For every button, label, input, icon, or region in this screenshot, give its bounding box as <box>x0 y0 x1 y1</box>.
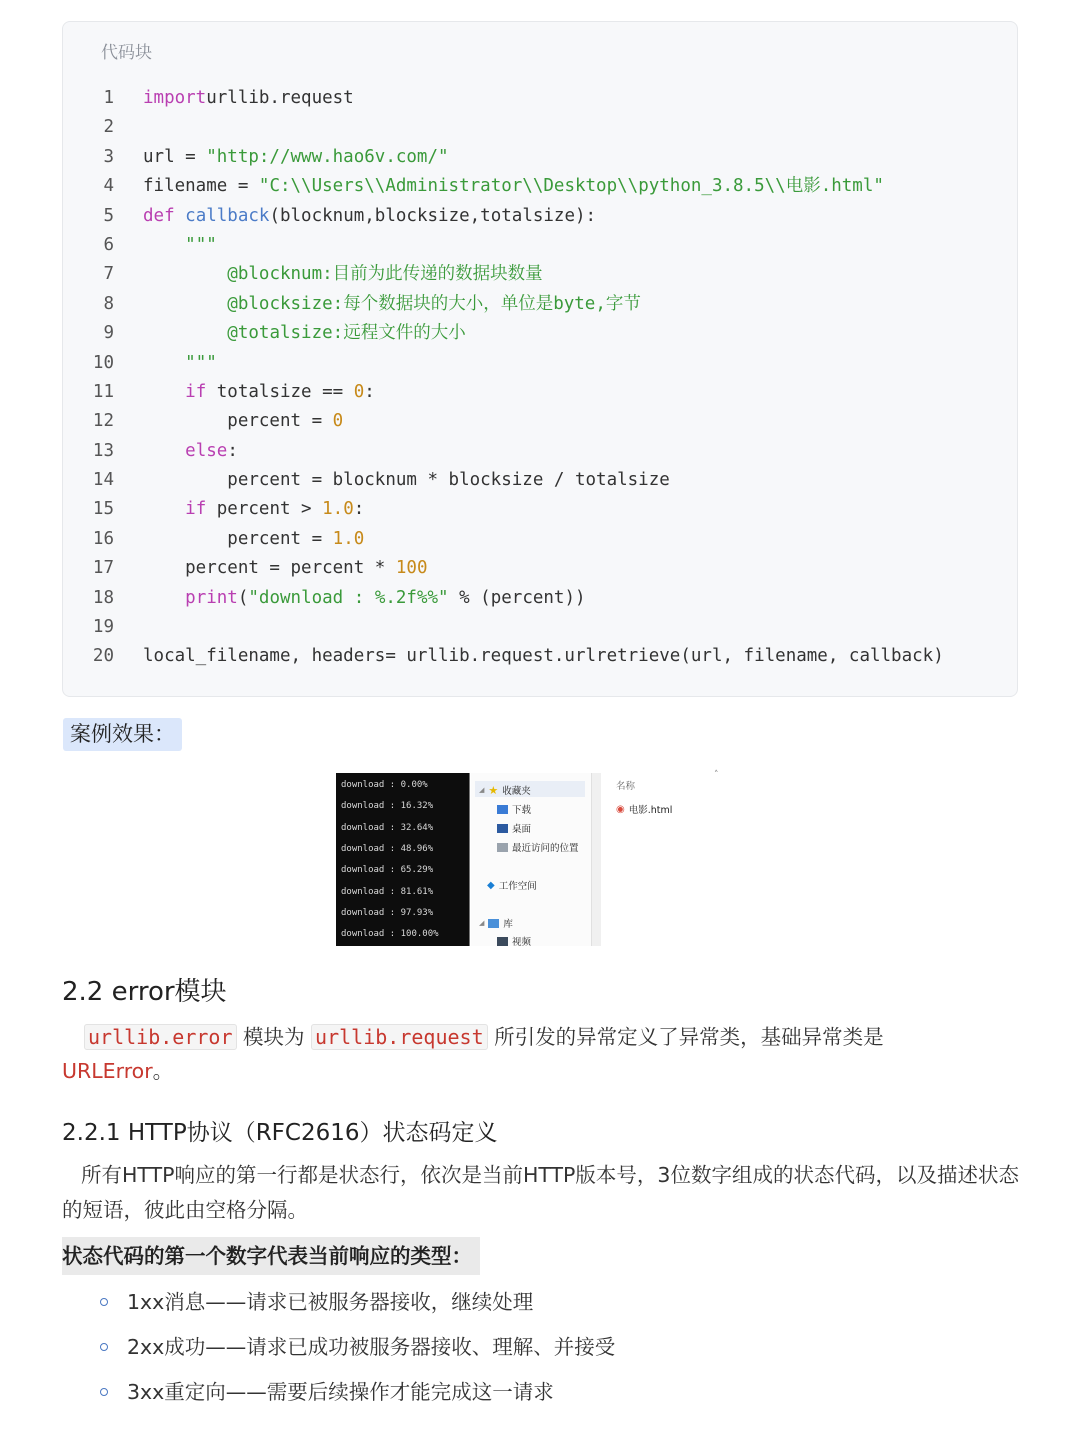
code-token: ( <box>237 587 249 608</box>
inline-code-urllib-request: urllib.request <box>311 1024 488 1050</box>
code-text <box>143 437 238 466</box>
code-token: : <box>353 499 365 520</box>
bullet-icon <box>100 1298 108 1306</box>
line-number: 2 <box>103 117 114 138</box>
code-lines <box>63 84 1017 672</box>
list-item <box>98 1374 615 1419</box>
code-text <box>143 642 944 671</box>
code-text <box>143 349 217 378</box>
urlerror-text: URLError <box>62 1059 153 1083</box>
code-line <box>63 84 1017 113</box>
star-icon: ★ <box>488 783 499 797</box>
line-number: 15 <box>92 499 114 520</box>
nav-item-videos[interactable] <box>497 934 531 948</box>
section-heading-http-status: 2.2.1 HTTP协议（RFC2616）状态码定义 <box>62 1120 498 1146</box>
library-icon <box>488 919 499 928</box>
code-token: : <box>364 381 375 402</box>
file-name: 电影.html <box>628 805 673 816</box>
code-token: "C:\\Users\\Administrator\\Desktop\\python_3.8.5\\电影.html" <box>258 176 884 197</box>
code-token <box>143 441 185 461</box>
code-text <box>143 290 641 319</box>
download-folder-icon <box>497 805 508 814</box>
code-token: 1.0 <box>322 499 354 520</box>
terminal-line: download : 16.32% <box>341 801 434 812</box>
code-token: : <box>227 440 238 461</box>
code-token: filename = <box>143 176 259 197</box>
code-line <box>63 260 1017 289</box>
line-number: 14 <box>92 470 114 491</box>
line-number: 13 <box>92 440 114 461</box>
code-token: "download : %.2f%%" <box>248 587 449 608</box>
code-line <box>63 554 1017 583</box>
code-token: """ <box>185 234 217 255</box>
line-number: 10 <box>92 352 114 373</box>
explorer-nav-pane <box>471 773 601 946</box>
code-line <box>63 319 1017 348</box>
list-item-text: 3xx重定向——需要后续操作才能完成这一请求 <box>127 1380 554 1404</box>
code-token: print <box>185 587 238 608</box>
code-token <box>143 294 227 314</box>
code-token: percent = <box>143 528 333 549</box>
code-token: percent = blocknum * blocksize / totalsize <box>143 470 670 491</box>
nav-item-desktop[interactable] <box>497 821 531 835</box>
code-token <box>143 588 185 608</box>
sort-caret-icon[interactable]: ˄ <box>714 770 719 780</box>
terminal-line: download : 97.93% <box>341 907 434 918</box>
code-token: "http://www.hao6v.com/" <box>206 146 449 167</box>
code-line <box>63 378 1017 407</box>
workspace-icon: ◆ <box>487 879 495 891</box>
code-text <box>143 554 427 583</box>
terminal-output <box>336 773 470 946</box>
code-token: callback <box>185 205 270 226</box>
paragraph-end: 。 <box>152 1059 174 1083</box>
code-line <box>63 202 1017 231</box>
code-block <box>62 21 1018 697</box>
line-number: 4 <box>103 176 114 197</box>
code-text <box>143 495 364 524</box>
terminal-line: download : 81.61% <box>341 886 434 897</box>
code-token <box>143 323 227 343</box>
nav-workspace-label: 工作空间 <box>498 881 537 892</box>
line-number: 12 <box>92 411 114 432</box>
code-token: 100 <box>395 558 428 579</box>
line-number: 18 <box>92 587 114 608</box>
nav-library-label: 库 <box>503 919 513 930</box>
code-line <box>63 525 1017 554</box>
code-token: if <box>185 499 207 520</box>
code-token: if <box>185 381 207 402</box>
code-token: % (percent)) <box>448 587 586 608</box>
code-text <box>143 143 449 172</box>
code-token: 1.0 <box>332 528 365 549</box>
line-number: 16 <box>92 528 114 549</box>
line-number: 6 <box>103 234 114 255</box>
code-line <box>63 407 1017 436</box>
code-text <box>143 172 884 201</box>
code-token: urllib.request <box>206 88 354 108</box>
list-item <box>98 1284 615 1329</box>
column-header-name[interactable]: 名称 <box>616 781 636 792</box>
code-token: percent = <box>143 411 333 432</box>
code-line <box>63 437 1017 466</box>
code-text <box>143 319 466 348</box>
code-line <box>63 290 1017 319</box>
code-token: """ <box>185 352 217 373</box>
section-heading-error-module: 2.2 error模块 <box>62 977 227 1007</box>
terminal-line: download : 100.00% <box>341 929 439 940</box>
list-item-text: 2xx成功——请求已成功被服务器接收、理解、并接受 <box>127 1335 616 1359</box>
explorer-file-pane <box>602 770 746 946</box>
code-token <box>143 264 227 284</box>
code-token <box>143 235 185 255</box>
nav-item-workspace[interactable] <box>487 878 537 892</box>
nav-item-recent[interactable] <box>497 840 579 854</box>
nav-scrollbar[interactable] <box>591 773 601 946</box>
paragraph-text: 模块为 <box>236 1025 312 1049</box>
code-line <box>63 466 1017 495</box>
line-number: 19 <box>92 617 114 638</box>
code-text <box>143 202 596 231</box>
code-line <box>63 349 1017 378</box>
code-token: totalsize == <box>206 381 354 402</box>
code-text <box>143 407 343 436</box>
terminal-line: download : 32.64% <box>341 822 434 833</box>
code-text <box>143 466 670 495</box>
code-line <box>63 113 1017 142</box>
line-number: 9 <box>103 323 114 344</box>
line-number: 3 <box>103 146 114 167</box>
code-token <box>143 382 185 402</box>
code-token: percent = percent * <box>143 558 396 579</box>
code-token: @blocksize:每个数据块的大小，单位是byte,字节 <box>227 293 641 314</box>
code-token: else <box>185 440 228 461</box>
code-token: 0 <box>332 411 344 432</box>
line-number: 5 <box>103 205 114 226</box>
code-token: local_filename, headers= urllib.request.urlretrieve(url, filename, callback) <box>143 646 944 667</box>
result-screenshot <box>336 770 746 948</box>
case-effect-label: 案例效果： <box>63 718 182 751</box>
code-line <box>63 613 1017 642</box>
code-token: percent > <box>206 499 323 520</box>
desktop-icon <box>497 824 508 833</box>
bullet-icon <box>100 1343 108 1351</box>
list-item <box>98 1329 615 1374</box>
code-line <box>63 495 1017 524</box>
line-number: 7 <box>103 264 114 285</box>
code-token <box>143 353 185 373</box>
line-number: 17 <box>92 558 114 579</box>
line-number: 8 <box>103 293 114 314</box>
code-text <box>143 260 543 289</box>
code-line <box>63 143 1017 172</box>
code-token: 0 <box>353 381 365 402</box>
inline-code-urllib-error: urllib.error <box>84 1024 237 1050</box>
code-text <box>143 84 354 113</box>
nav-item-downloads[interactable] <box>497 802 531 816</box>
code-token: url = <box>143 146 207 167</box>
list-item-text: 1xx消息——请求已被服务器接收，继续处理 <box>127 1290 534 1314</box>
error-module-paragraph <box>62 1020 1022 1088</box>
code-token: @blocknum:目前为此传递的数据块数量 <box>227 264 543 285</box>
http-status-paragraph <box>62 1158 1022 1228</box>
code-block-title: 代码块 <box>101 43 152 63</box>
nav-downloads-label: 下载 <box>512 805 532 816</box>
line-number: 1 <box>103 88 114 108</box>
line-number: 20 <box>92 646 114 667</box>
code-text <box>143 378 375 407</box>
recent-places-icon <box>497 843 508 852</box>
code-token: import <box>143 88 207 108</box>
status-code-list <box>98 1284 615 1419</box>
code-token: def <box>143 205 186 226</box>
paragraph-text: 所引发的异常定义了异常类，基础异常类是 <box>487 1025 884 1049</box>
terminal-line: download : 65.29% <box>341 865 434 876</box>
video-library-icon <box>497 937 508 946</box>
http-status-text: 所有HTTP响应的第一行都是状态行，依次是当前HTTP版本号，3位数字组成的状态代码，以及描述状态的短语，彼此由空格分隔。 <box>62 1163 1019 1222</box>
code-token: (blocknum,blocksize,totalsize): <box>269 205 597 226</box>
code-line <box>63 172 1017 201</box>
nav-videos-label: 视频 <box>512 937 532 948</box>
code-line <box>63 231 1017 260</box>
code-text <box>143 584 586 613</box>
html-file-icon: ◉ <box>616 803 625 815</box>
line-number: 11 <box>92 381 114 402</box>
collapse-arrow-icon: ◢ <box>479 786 485 794</box>
nav-favorites-label: 收藏夹 <box>502 786 531 797</box>
code-line <box>63 642 1017 671</box>
code-line <box>63 584 1017 613</box>
status-code-type-label: 状态代码的第一个数字代表当前响应的类型： <box>62 1237 480 1275</box>
collapse-arrow-icon: ◢ <box>479 919 485 927</box>
code-token: @totalsize:远程文件的大小 <box>227 323 466 344</box>
terminal-line: download : 0.00% <box>341 780 428 790</box>
nav-desktop-label: 桌面 <box>512 824 532 835</box>
code-text <box>143 525 364 554</box>
nav-item-favorites[interactable] <box>479 783 531 797</box>
nav-recent-label: 最近访问的位置 <box>512 843 579 854</box>
file-item[interactable] <box>616 802 672 816</box>
terminal-line: download : 48.96% <box>341 843 434 854</box>
nav-item-library[interactable] <box>479 916 513 930</box>
bullet-icon <box>100 1388 108 1396</box>
code-token <box>143 499 185 519</box>
code-text <box>143 231 217 260</box>
